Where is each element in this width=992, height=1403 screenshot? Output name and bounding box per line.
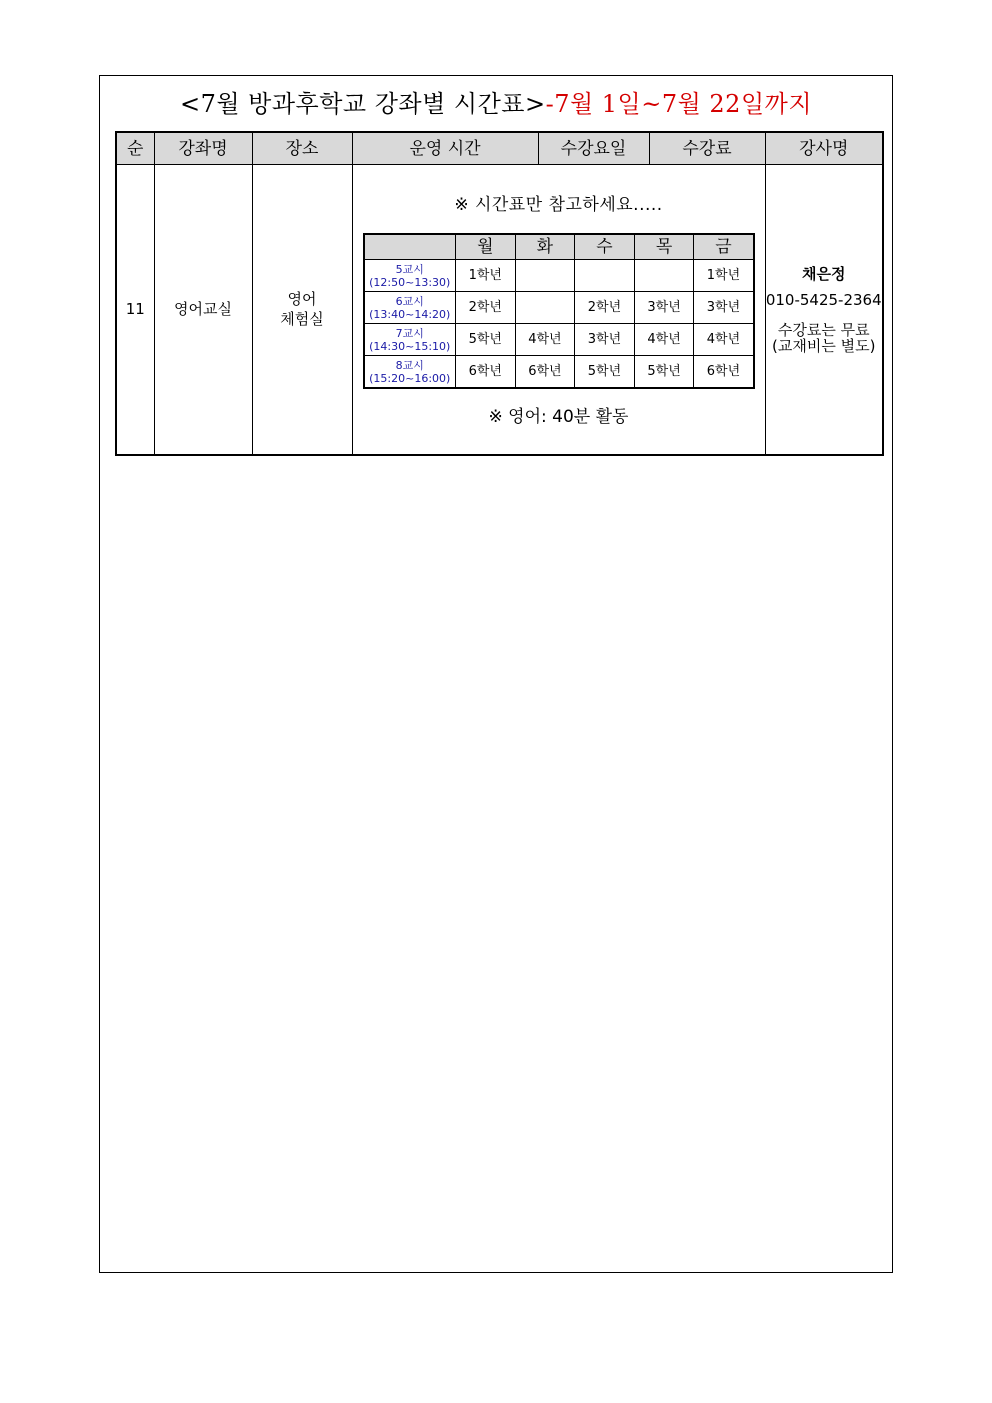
- timetable-cell: 5학년: [575, 356, 635, 389]
- timetable-cell: 4학년: [634, 324, 694, 356]
- header-course: 강좌명: [154, 132, 252, 165]
- timetable-cell: 1학년: [694, 260, 754, 292]
- teacher-name: 채은정: [802, 265, 846, 284]
- timetable-cell: 5학년: [634, 356, 694, 389]
- day-wed: 수: [575, 234, 635, 260]
- fee-note-sub: (교재비는 별도): [772, 337, 876, 356]
- timetable-cell: [515, 260, 575, 292]
- timetable-cell: 6학년: [515, 356, 575, 389]
- header-place: 장소: [252, 132, 352, 165]
- teacher-phone: 010-5425-2364: [765, 291, 882, 310]
- timetable-cell: 3학년: [575, 324, 635, 356]
- period-label: 7교시 (14:30~15:10): [364, 324, 456, 356]
- header-teacher: 강사명: [765, 132, 883, 165]
- timetable-cell: [575, 260, 635, 292]
- teacher-cell: [765, 165, 883, 455]
- timetable-cell: 6학년: [456, 356, 516, 389]
- english-timetable-cell: [352, 165, 765, 455]
- timetable-cell: 4학년: [515, 324, 575, 356]
- schedule-table: [115, 131, 884, 456]
- day-tue: 화: [515, 234, 575, 260]
- english-timetable: [363, 233, 755, 389]
- header-days: 수강요일: [538, 132, 649, 165]
- timetable-cell: 4학년: [694, 324, 754, 356]
- timetable-row: [364, 356, 754, 389]
- day-mon: 월: [456, 234, 516, 260]
- table-row-english: [116, 165, 883, 455]
- timetable-cell: 3학년: [634, 292, 694, 324]
- english-note-top: ※ 시간표만 참고하세요.....: [454, 195, 663, 216]
- timetable-cell: [634, 260, 694, 292]
- corner-cell: [364, 234, 456, 260]
- header-fee: 수강료: [649, 132, 765, 165]
- course-place: 영어 체험실: [252, 165, 352, 455]
- course-name: 영어교실: [154, 165, 252, 455]
- day-thu: 목: [634, 234, 694, 260]
- timetable-row: [364, 292, 754, 324]
- header-no: 순: [116, 132, 154, 165]
- timetable-cell: 5학년: [456, 324, 516, 356]
- fee-note: 수강료는 무료: [777, 321, 870, 340]
- page-title: [99, 86, 893, 122]
- timetable-row: [364, 324, 754, 356]
- timetable-cell: 2학년: [575, 292, 635, 324]
- english-note-bottom: ※ 영어: 40분 활동: [488, 407, 629, 428]
- timetable-cell: 6학년: [694, 356, 754, 389]
- timetable-row: [364, 260, 754, 292]
- period-label: 8교시 (15:20~16:00): [364, 356, 456, 389]
- day-fri: 금: [694, 234, 754, 260]
- period-label: 6교시 (13:40~14:20): [364, 292, 456, 324]
- timetable-cell: [515, 292, 575, 324]
- timetable-cell: 2학년: [456, 292, 516, 324]
- row-number: 11: [116, 165, 154, 455]
- title-main: <7월 방과후학교 강좌별 시간표>: [179, 90, 546, 118]
- timetable-cell: 1학년: [456, 260, 516, 292]
- period-label: 5교시 (12:50~13:30): [364, 260, 456, 292]
- header-times: 운영 시간: [352, 132, 538, 165]
- title-period: -7월 1일~7월 22일까지: [545, 90, 813, 118]
- timetable-cell: 3학년: [694, 292, 754, 324]
- header-row: [116, 132, 883, 165]
